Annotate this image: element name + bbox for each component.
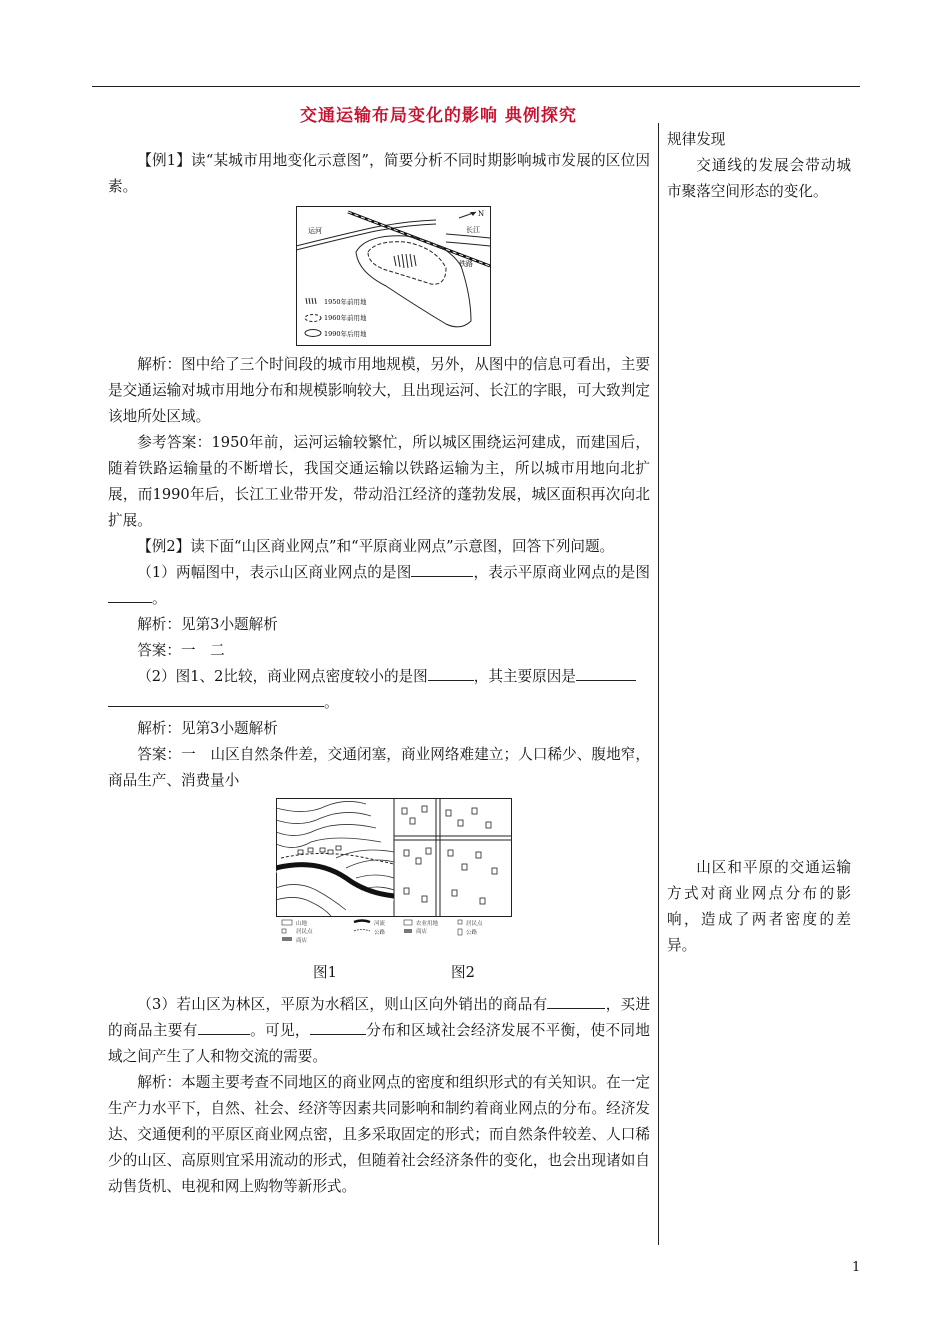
commerce-maps	[276, 798, 512, 986]
mountain-plain-map	[276, 798, 512, 948]
legend-1990: 1990年后用地	[324, 330, 367, 338]
question-2-answer: 答案：一 山区自然条件差，交通闭塞，商业网络难建立；人口稀少、腹地窄，商品生产、消费量小	[108, 746, 650, 789]
header-rule	[92, 86, 860, 87]
answer-blank[interactable]	[547, 992, 605, 1009]
canal-label: 运河	[308, 227, 322, 235]
answer-blank[interactable]	[428, 664, 474, 681]
question-3	[108, 992, 650, 1070]
legend-road-2: 公路	[466, 930, 478, 936]
page-number: 1	[852, 1260, 861, 1275]
question-2	[108, 664, 650, 690]
question-text: 。	[324, 694, 339, 711]
main-content	[108, 148, 650, 1200]
question-text: （2）图1、2比较，商业网点密度较小的是图	[137, 668, 428, 685]
figure-captions	[276, 960, 512, 986]
river-label: 长江	[466, 226, 480, 234]
question-1-analysis: 解析：见第3小题解析	[137, 616, 278, 633]
legend-mountain: 山地	[296, 921, 308, 927]
legend-settlement: 居民点	[296, 929, 313, 935]
legend-shop: 商店	[296, 938, 308, 944]
figure-2-caption: 图2	[451, 964, 475, 981]
legend-river: 河流	[374, 921, 386, 927]
question-3-analysis: 解析：本题主要考查不同地区的商业网点的密度和组织形式的有关知识。在一定生产力水平下，自然、社会、经济等因素共同影响和制约着商业网点的分布。经济发达、交通便利的平原区商业网点密，且多采取固定的形式；而自然条件较差、人口稀少的山区、高原则宜采用流动的形式，但随着社会经济条件的变化，也会出现诸如自动售货机、电视和网上购物等新形式。	[108, 1074, 650, 1195]
question-2-analysis: 解析：见第3小题解析	[137, 720, 278, 737]
example2-question: 【例2】读下面“山区商业网点”和“平原商业网点”示意图，回答下列问题。	[137, 538, 615, 555]
answer-blank[interactable]	[108, 690, 324, 707]
sidebar-note-text: 山区和平原的交通运输方式对商业网点分布的影响，造成了两者密度的差异。	[667, 859, 851, 954]
answer-blank[interactable]	[576, 664, 636, 681]
question-text: 。可见，	[249, 1022, 310, 1039]
legend-shop-2: 商店	[416, 929, 428, 935]
question-text: 分布和区域社会经济发展不平衡，使不同地域之间产生了人和物交流的需要。	[108, 1022, 650, 1065]
question-text: ，其主要原因是	[473, 668, 576, 685]
sidebar-note-text: 交通线的发展会带动城市聚落空间形态的变化。	[667, 157, 851, 200]
answer-blank[interactable]	[411, 560, 473, 577]
answer-blank[interactable]	[198, 1018, 250, 1035]
question-text: ，买进的商品主要有	[108, 996, 650, 1039]
question-text: （3）若山区为林区，平原为水稻区，则山区向外销出的商品有	[137, 996, 548, 1013]
example1-analysis: 解析：图中给了三个时间段的城市用地规模，另外，从图中的信息可看出，主要是交通运输对城市用地分布和规模影响较大，且出现运河、长江的字眼，可大致判定该地所处区域。	[108, 356, 650, 425]
page-title: 交通运输布局变化的影响 典例探究	[300, 106, 577, 126]
legend-1960: 1960年前用地	[324, 314, 367, 322]
answer-blank[interactable]	[108, 586, 152, 603]
sidebar-note-1	[667, 127, 851, 205]
question-1-answer: 答案：一 二	[137, 642, 225, 659]
question-1	[108, 560, 650, 612]
legend-road: 公路	[374, 930, 386, 936]
question-2-line	[108, 690, 650, 716]
example1-question: 【例1】读“某城市用地变化示意图”，简要分析不同时期影响城市发展的区位因素。	[108, 152, 650, 195]
question-text: ，表示平原商业网点的是图	[473, 564, 650, 581]
legend-1950: 1950年前用地	[324, 298, 367, 306]
city-landuse-map	[296, 206, 491, 346]
sidebar-heading: 规律发现	[667, 131, 726, 148]
answer-blank[interactable]	[310, 1018, 366, 1035]
legend-farmland: 农业用地	[416, 921, 439, 927]
column-divider	[658, 123, 659, 1245]
north-label: N	[478, 210, 485, 218]
railway-label: 铁路	[459, 260, 473, 268]
legend-settlement-2: 居民点	[466, 921, 483, 927]
figure-1-caption: 图1	[313, 964, 337, 981]
question-text: （1）两幅图中，表示山区商业网点的是图	[137, 564, 412, 581]
question-text: 。	[152, 590, 167, 607]
sidebar-note-2	[667, 855, 851, 959]
example1-answer: 参考答案：1950年前，运河运输较繁忙，所以城区围绕运河建成，而建国后，随着铁路运输量的不断增长，我国交通运输以铁路运输为主，所以城市用地向北扩展，而1990年后，长江工业带开发，带动沿江经济的蓬勃发展，城区面积再次向北扩展。	[108, 434, 650, 529]
